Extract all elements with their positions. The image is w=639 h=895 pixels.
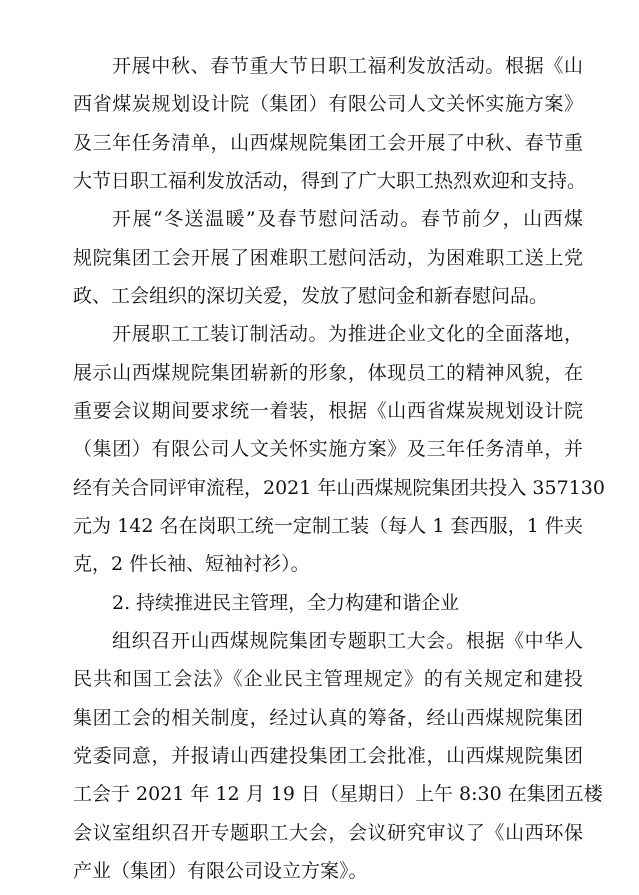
paragraph-1-line-4: 大节日职工福利发放活动，得到了广大职工热烈欢迎和支持。: [73, 170, 587, 192]
paragraph-1-line-3: 及三年任务清单，山西煤规院集团工会开展了中秋、春节重: [73, 132, 583, 154]
paragraph-3-line-5: 经有关合同评审流程，2021 年山西煤规院集团共投入 357130: [73, 477, 605, 499]
paragraph-4-line-7: 产业（集团）有限公司设立方案》。: [73, 860, 368, 882]
paragraph-2-line-2: 规院集团工会开展了困难职工慰问活动，为困难职工送上党: [73, 247, 583, 269]
paragraph-3-line-6: 元为 142 名在岗职工统一定制工装（每人 1 套西服，1 件夹: [73, 515, 583, 537]
paragraph-1-line-1: 开展中秋、春节重大节日职工福利发放活动。根据《山: [112, 55, 583, 77]
paragraph-3-line-2: 展示山西煤规院集团崭新的形象，体现员工的精神风貌，在: [73, 362, 583, 384]
paragraph-4-line-1: 组织召开山西煤规院集团专题职工大会。根据《中华人: [112, 630, 583, 652]
paragraph-2-line-1: 开展“冬送温暖”及春节慰问活动。春节前夕，山西煤: [112, 208, 583, 230]
paragraph-3-line-1: 开展职工工装订制活动。为推进企业文化的全面落地，: [112, 323, 583, 345]
paragraph-2-line-3: 政、工会组织的深切关爱，发放了慰问金和新春慰问品。: [73, 285, 549, 307]
paragraph-4-line-5: 工会于 2021 年 12 月 19 日（星期日）上午 8:30 在集团五楼: [73, 783, 603, 805]
paragraph-3-line-3: 重要会议期间要求统一着装，根据《山西省煤炭规划设计院: [73, 400, 583, 422]
paragraph-3-line-7: 克，2 件长袖、短袖衬衫）。: [73, 553, 310, 575]
paragraph-1-line-2: 西省煤炭规划设计院（集团）有限公司人文关怀实施方案》: [73, 93, 583, 115]
paragraph-4-line-6: 会议室组织召开专题职工大会，会议研究审议了《山西环保: [73, 822, 583, 844]
paragraph-4-line-3: 集团工会的相关制度，经过认真的筹备，经山西煤规院集团: [73, 707, 583, 729]
section-heading: 2. 持续推进民主管理，全力构建和谐企业: [112, 592, 460, 614]
paragraph-3-line-4: （集团）有限公司人文关怀实施方案》及三年任务清单，并: [73, 438, 583, 460]
paragraph-4-line-4: 党委同意，并报请山西建投集团工会批准，山西煤规院集团: [73, 745, 583, 767]
paragraph-4-line-2: 民共和国工会法》《企业民主管理规定》的有关规定和建投: [73, 668, 583, 690]
